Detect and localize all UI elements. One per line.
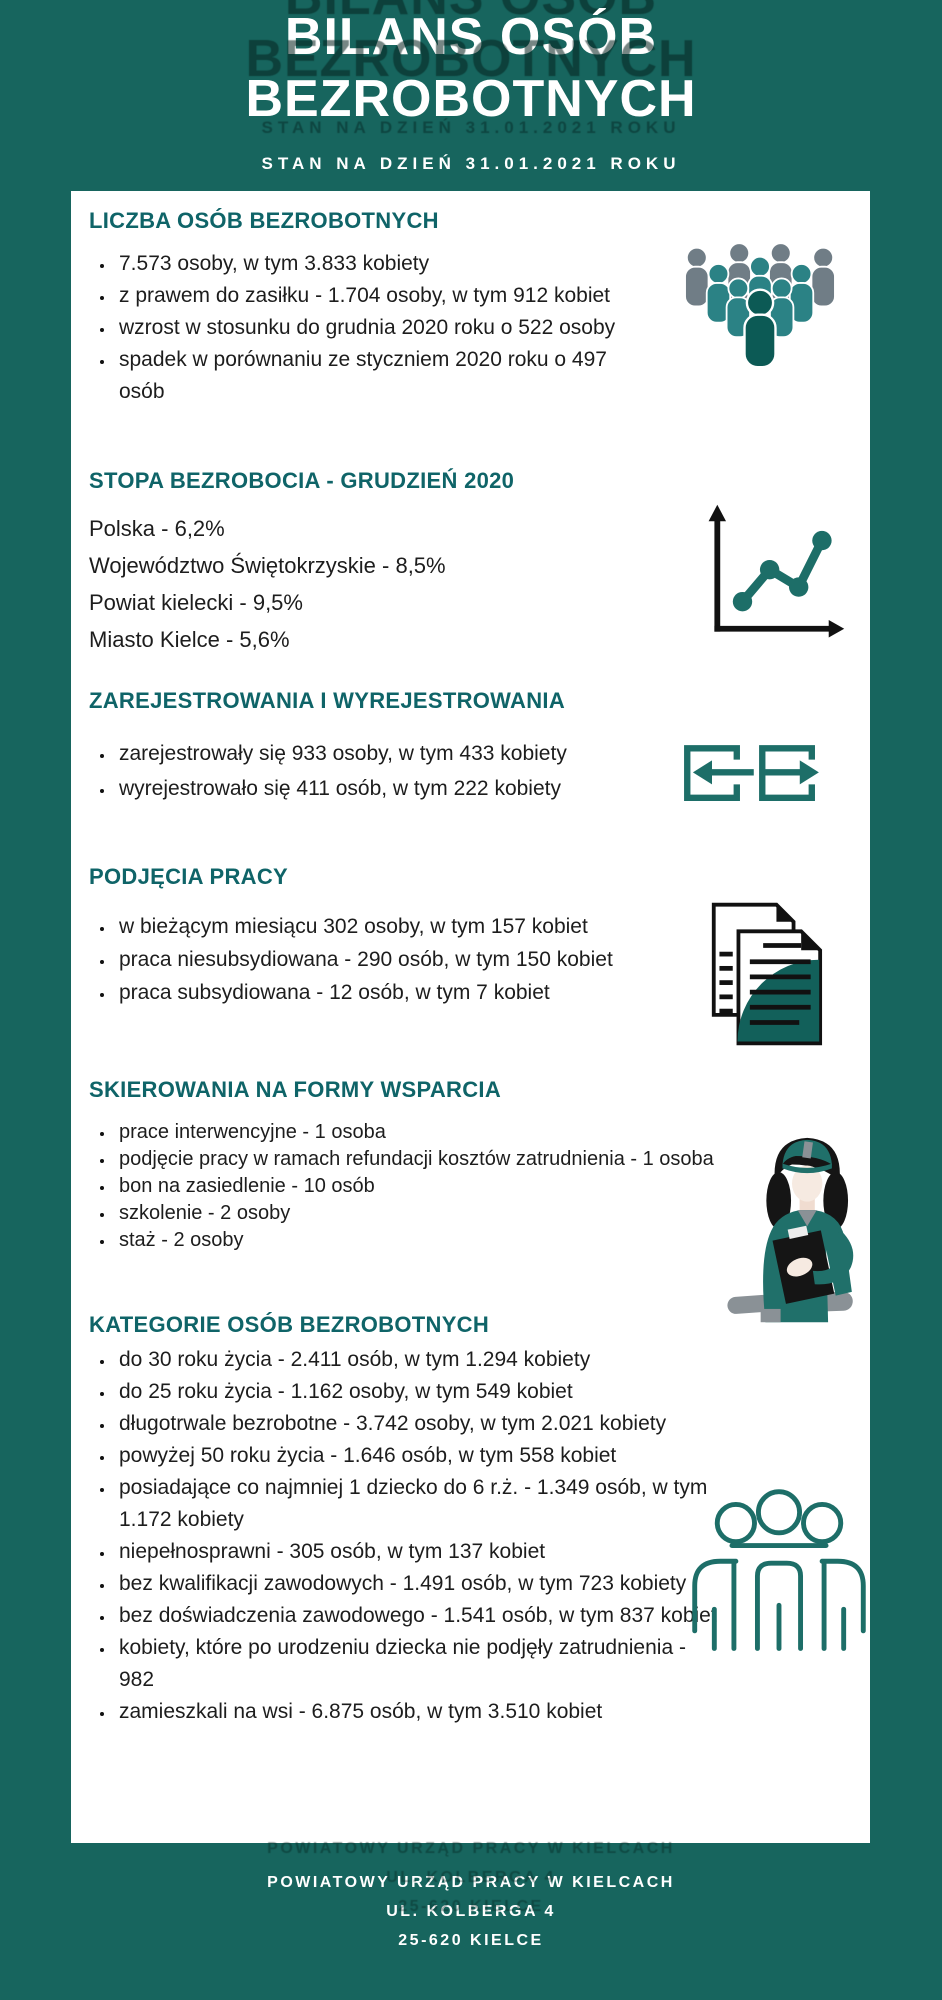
bullet-item: • podjęcie pracy w ramach refundacji kosztów zatrudnienia - 1 osoba	[115, 1146, 715, 1173]
bullet-item: • bez doświadczenia zawodowego - 1.541 osób, w tym 837 kobiet	[115, 1600, 723, 1632]
advisor-woman-illustration	[716, 1113, 868, 1331]
bullet-item: • praca subsydiowana - 12 osób, w tym 7 kobiet	[115, 976, 695, 1009]
footer-street: UL. KOLBERGA 4	[386, 1903, 556, 1920]
crowd-of-people-icon	[669, 236, 851, 394]
stat-line: Miasto Kielce - 5,6%	[89, 627, 290, 652]
title-line-1: BILANS OSÓB	[284, 8, 658, 66]
documents-icon	[691, 899, 841, 1051]
header	[0, 0, 942, 174]
bullet-item: • 7.573 osoby, w tym 3.833 kobiety	[115, 248, 635, 280]
in-out-arrows-icon	[683, 737, 821, 807]
bullet-list	[115, 248, 635, 408]
footer	[0, 1868, 942, 1955]
line-chart-icon	[696, 501, 851, 648]
bullet-item: • bon na zasiedlenie - 10 osób	[115, 1173, 715, 1200]
bullet-item: • powyżej 50 roku życia - 1.646 osób, w tym 558 kobiet	[115, 1440, 723, 1472]
bullet-item: • wzrost w stosunku do grudnia 2020 roku o 522 osoby	[115, 312, 635, 344]
bullet-item: • zamieszkali na wsi - 6.875 osób, w tym 3.510 kobiet	[115, 1696, 723, 1728]
page-subtitle: STAN NA DZIEŃ 31.01.2021 ROKU	[261, 154, 681, 173]
section-heading: ZAREJESTROWANIA I WYREJESTROWANIA	[89, 688, 566, 713]
section-heading: KATEGORIE OSÓB BEZROBOTNYCH	[89, 1312, 490, 1337]
bullet-item: • do 25 roku życia - 1.162 osoby, w tym 549 kobiet	[115, 1376, 723, 1408]
bullet-item: • szkolenie - 2 osoby	[115, 1200, 715, 1227]
bullet-item: • zarejestrowały się 933 osoby, w tym 433 kobiety	[115, 736, 675, 771]
bullet-item: • długotrwale bezrobotne - 3.742 osoby, w tym 2.021 kobiety	[115, 1408, 723, 1440]
stat-line: Powiat kielecki - 9,5%	[89, 590, 303, 615]
section-heading: PODJĘCIA PRACY	[89, 864, 288, 889]
bullet-item: • w bieżącym miesiącu 302 osoby, w tym 157 kobiet	[115, 910, 695, 943]
bullet-item: • posiadające co najmniej 1 dziecko do 6 r.ż. - 1.349 osób, w tym 1.172 kobiety	[115, 1472, 723, 1536]
stat-line: Województwo Świętokrzyskie - 8,5%	[89, 553, 446, 578]
bullet-item: • niepełnosprawni - 305 osób, w tym 137 kobiet	[115, 1536, 723, 1568]
bullet-item: • prace interwencyjne - 1 osoba	[115, 1119, 715, 1146]
bullet-item: • kobiety, które po urodzeniu dziecka nie podjęły zatrudnienia - 982	[115, 1632, 723, 1696]
team-outline-icon	[681, 1484, 877, 1664]
bullet-item: • staż - 2 osoby	[115, 1227, 715, 1254]
title-line-2: BEZROBOTNYCH	[245, 70, 697, 128]
bullet-item: • wyrejestrowało się 411 osób, w tym 222 kobiety	[115, 771, 675, 806]
bullet-list	[115, 1344, 723, 1728]
bullet-item: • praca niesubsydiowana - 290 osób, w tym 150 kobiet	[115, 943, 695, 976]
stat-line: Polska - 6,2%	[89, 516, 225, 541]
bullet-list	[115, 736, 675, 806]
bullet-item: • do 30 roku życia - 2.411 osób, w tym 1.294 kobiety	[115, 1344, 723, 1376]
bullet-item: • spadek w porównaniu ze styczniem 2020 roku o 497 osób	[115, 344, 635, 408]
section-heading: STOPA BEZROBOCIA - GRUDZIEŃ 2020	[89, 468, 515, 493]
footer-org-name: POWIATOWY URZĄD PRACY W KIELCACH	[267, 1874, 675, 1891]
footer-city: 25-620 KIELCE	[398, 1932, 544, 1949]
bullet-list	[115, 1119, 715, 1254]
page-title	[0, 6, 942, 130]
bullet-item: • z prawem do zasiłku - 1.704 osoby, w tym 912 kobiet	[115, 280, 635, 312]
bullet-list	[115, 910, 695, 1009]
section-heading: SKIEROWANIA NA FORMY WSPARCIA	[89, 1077, 502, 1102]
section-heading: LICZBA OSÓB BEZROBOTNYCH	[89, 208, 439, 233]
bullet-item: • bez kwalifikacji zawodowych - 1.491 osób, w tym 723 kobiety	[115, 1568, 723, 1600]
content-panel	[71, 191, 870, 1843]
